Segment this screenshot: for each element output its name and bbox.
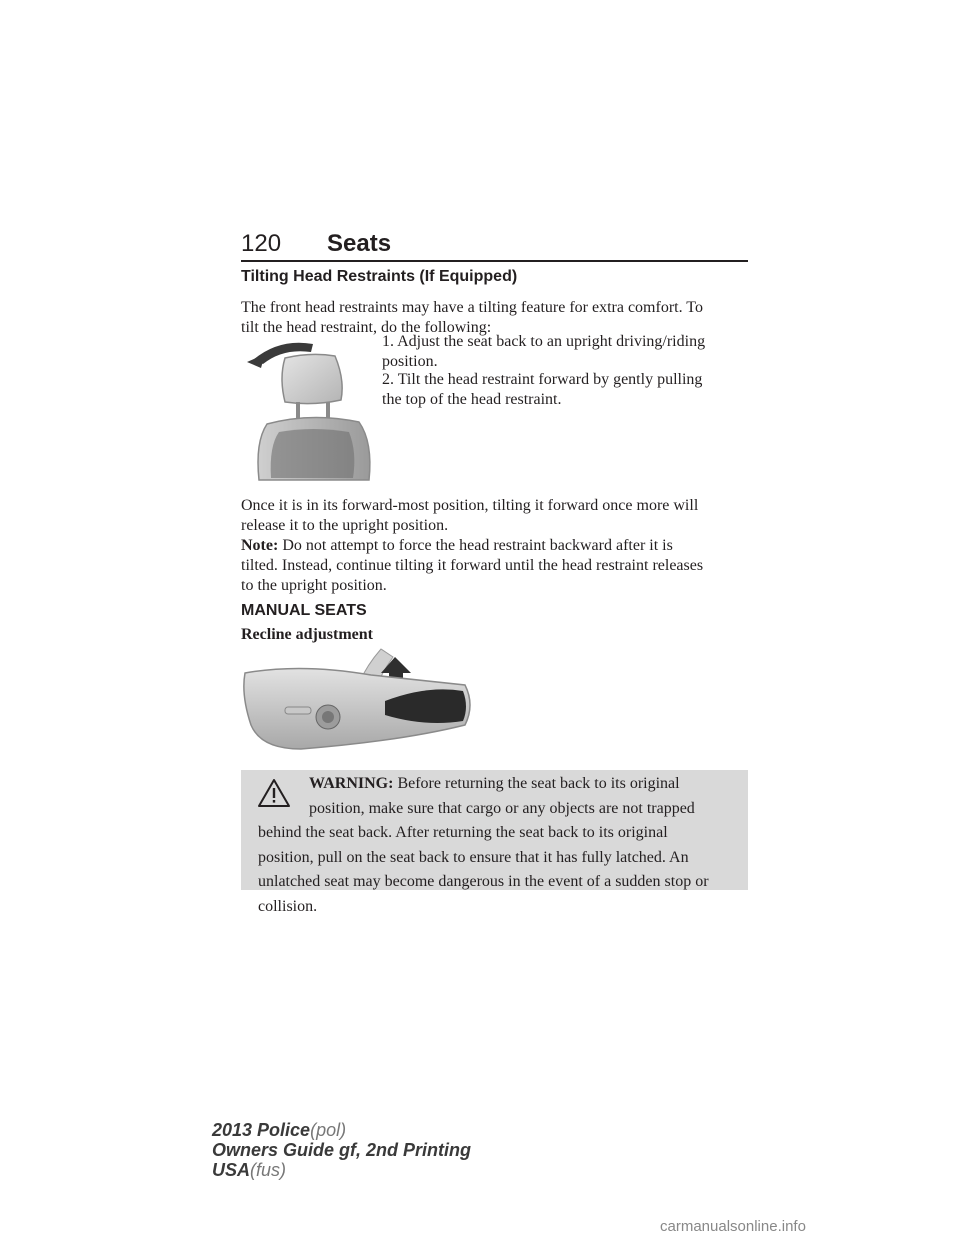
warning-line-3: behind the seat back. After returning the seat back to its original: [258, 824, 668, 842]
once-line-1: Once it is in its forward-most position, tilting it forward once more will: [241, 497, 699, 514]
header-rule: [241, 260, 748, 262]
step-2-line-2: the top of the head restraint.: [382, 391, 562, 408]
recline-heading: Recline adjustment: [241, 626, 373, 643]
warning-line-1: Before returning the seat back to its original: [393, 775, 680, 792]
step-2-line-1: 2. Tilt the head restraint forward by gently pulling: [382, 371, 703, 388]
note-paragraph: [241, 536, 751, 596]
warning-box: [241, 770, 748, 915]
note-line-2: tilted. Instead, continue tilting it forward until the head restraint releases: [241, 557, 704, 574]
footer-line-2: [212, 1140, 471, 1160]
warning-line-4: position, pull on the seat back to ensure that it has fully latched. An: [258, 848, 689, 866]
warning-label: WARNING:: [309, 775, 394, 792]
step-1: [382, 332, 752, 372]
page-number: 120: [241, 230, 282, 257]
intro-line-2: tilt the head restraint, do the following:: [241, 319, 492, 336]
note-label: Note:: [241, 537, 279, 554]
warning-line-6: collision.: [258, 897, 318, 915]
watermark: carmanualsonline.info: [660, 1218, 806, 1235]
footer-model: 2013 Police: [212, 1120, 311, 1140]
recline-illustration: [241, 645, 476, 750]
warning-line-5: unlatched seat may become dangerous in the event of a sudden stop or: [258, 873, 709, 891]
footer-guide: Owners Guide gf, 2nd Printing: [212, 1140, 472, 1160]
head-restraint-illustration: [241, 332, 376, 482]
footer-line-3: [212, 1160, 286, 1180]
footer-line-1: [212, 1120, 346, 1140]
intro-line-1: The front head restraints may have a tilting feature for extra comfort. To: [241, 299, 703, 316]
once-line-2: release it to the upright position.: [241, 517, 449, 534]
section-title: Seats: [327, 230, 392, 257]
footer-market: USA: [212, 1160, 251, 1180]
step-2: [382, 370, 752, 410]
footer-market-code: (fus): [250, 1160, 287, 1180]
footer-model-code: (pol): [310, 1120, 347, 1140]
warning-text: [258, 772, 736, 920]
tilting-heading: Tilting Head Restraints (If Equipped): [241, 268, 518, 285]
note-line-1: Do not attempt to force the head restraint backward after it is: [278, 537, 673, 554]
warning-line-2: position, make sure that cargo or any objects are not trapped: [309, 799, 695, 817]
once-paragraph: [241, 496, 751, 536]
note-line-3: to the upright position.: [241, 577, 387, 594]
manual-seats-heading: MANUAL SEATS: [241, 602, 367, 619]
step-1-line-1: 1. Adjust the seat back to an upright driving/riding: [382, 333, 706, 350]
step-1-line-2: position.: [382, 353, 438, 370]
